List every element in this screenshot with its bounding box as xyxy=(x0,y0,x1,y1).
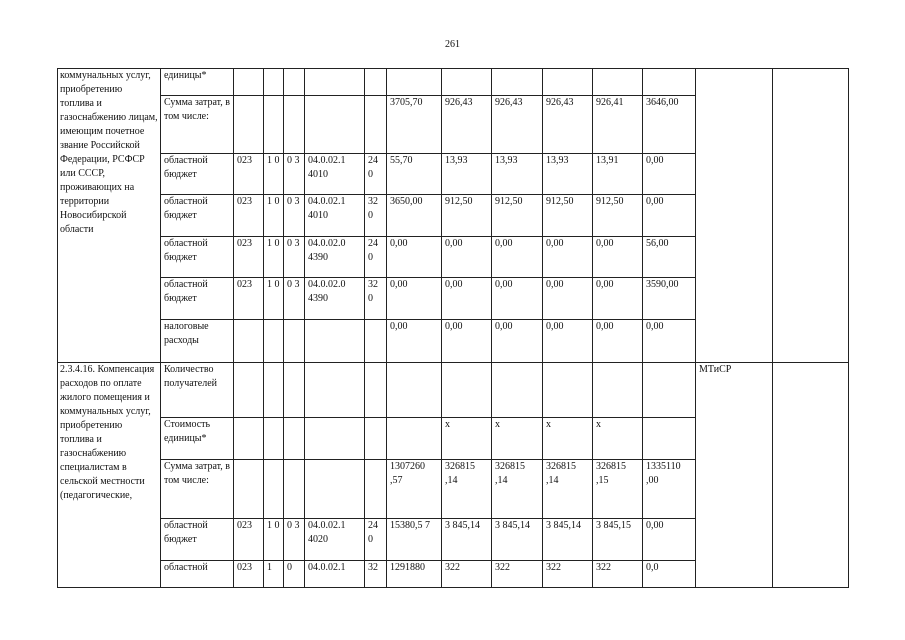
year5-cell: 1335110 ,00 xyxy=(643,460,696,519)
grbs-cell: 023 xyxy=(234,278,264,320)
total-cell xyxy=(387,69,442,96)
row-label: налоговые расходы xyxy=(161,320,234,363)
executor-cell: МТиСР xyxy=(696,363,773,588)
grbs-cell xyxy=(234,460,264,519)
grbs-cell xyxy=(234,320,264,363)
year4-cell: 0,00 xyxy=(593,237,643,278)
year5-cell xyxy=(643,418,696,460)
year3-cell: 0,00 xyxy=(543,278,593,320)
rz-cell xyxy=(264,96,284,154)
year1-cell: 322 xyxy=(442,561,492,588)
grbs-cell xyxy=(234,363,264,418)
row-label: областной бюджет xyxy=(161,154,234,195)
rz-cell xyxy=(264,363,284,418)
year2-cell: 912,50 xyxy=(492,195,543,237)
rz-cell xyxy=(264,418,284,460)
csr-cell xyxy=(305,320,365,363)
row-label: областной бюджет xyxy=(161,195,234,237)
year2-cell: 0,00 xyxy=(492,278,543,320)
year4-cell xyxy=(593,69,643,96)
year5-cell: 0,00 xyxy=(643,519,696,561)
total-cell xyxy=(387,418,442,460)
row-label: Количество получателей xyxy=(161,363,234,418)
row-label: Стоимость единицы* xyxy=(161,418,234,460)
row-label: Сумма затрат, в том числе: xyxy=(161,460,234,519)
total-cell: 3650,00 xyxy=(387,195,442,237)
page-number: 261 xyxy=(445,39,460,50)
executor-cell xyxy=(696,69,773,363)
year5-cell xyxy=(643,363,696,418)
year1-cell: 926,43 xyxy=(442,96,492,154)
year3-cell xyxy=(543,363,593,418)
year2-cell: 3 845,14 xyxy=(492,519,543,561)
year2-cell: 326815 ,14 xyxy=(492,460,543,519)
year4-cell xyxy=(593,363,643,418)
year1-cell: 326815 ,14 xyxy=(442,460,492,519)
notes-cell xyxy=(773,69,849,363)
csr-cell xyxy=(305,460,365,519)
prz-cell xyxy=(284,460,305,519)
total-cell: 1291880 xyxy=(387,561,442,588)
row-label: единицы* xyxy=(161,69,234,96)
vr-cell xyxy=(365,460,387,519)
year3-cell: 0,00 xyxy=(543,237,593,278)
csr-cell: 04.0.02.0 4390 xyxy=(305,237,365,278)
year1-cell: 3 845,14 xyxy=(442,519,492,561)
year4-cell: 13,91 xyxy=(593,154,643,195)
total-cell: 55,70 xyxy=(387,154,442,195)
year4-cell: 322 xyxy=(593,561,643,588)
rz-cell: 1 0 xyxy=(264,519,284,561)
year2-cell: 322 xyxy=(492,561,543,588)
year2-cell: 926,43 xyxy=(492,96,543,154)
row-label: областной бюджет xyxy=(161,237,234,278)
year3-cell: 326815 ,14 xyxy=(543,460,593,519)
year1-cell: 0,00 xyxy=(442,237,492,278)
rz-cell xyxy=(264,69,284,96)
vr-cell: 32 0 xyxy=(365,278,387,320)
csr-cell xyxy=(305,69,365,96)
prz-cell xyxy=(284,69,305,96)
table-row xyxy=(58,69,849,96)
year5-cell: 0,00 xyxy=(643,320,696,363)
year5-cell: 0,0 xyxy=(643,561,696,588)
year1-cell: x xyxy=(442,418,492,460)
year5-cell: 56,00 xyxy=(643,237,696,278)
rz-cell xyxy=(264,320,284,363)
vr-cell xyxy=(365,320,387,363)
prz-cell xyxy=(284,363,305,418)
total-cell: 3705,70 xyxy=(387,96,442,154)
year2-cell: 13,93 xyxy=(492,154,543,195)
year1-cell: 0,00 xyxy=(442,320,492,363)
row-label: областной бюджет xyxy=(161,278,234,320)
year5-cell: 0,00 xyxy=(643,195,696,237)
grbs-cell: 023 xyxy=(234,154,264,195)
year2-cell: x xyxy=(492,418,543,460)
prz-cell xyxy=(284,320,305,363)
year3-cell: 912,50 xyxy=(543,195,593,237)
vr-cell xyxy=(365,69,387,96)
vr-cell: 24 0 xyxy=(365,237,387,278)
year4-cell: x xyxy=(593,418,643,460)
rz-cell xyxy=(264,460,284,519)
year3-cell: 3 845,14 xyxy=(543,519,593,561)
grbs-cell: 023 xyxy=(234,195,264,237)
year5-cell xyxy=(643,69,696,96)
vr-cell xyxy=(365,96,387,154)
year4-cell: 3 845,15 xyxy=(593,519,643,561)
total-cell: 0,00 xyxy=(387,278,442,320)
year1-cell: 0,00 xyxy=(442,278,492,320)
csr-cell: 04.0.02.1 xyxy=(305,561,365,588)
year2-cell: 0,00 xyxy=(492,237,543,278)
year5-cell: 3646,00 xyxy=(643,96,696,154)
grbs-cell xyxy=(234,96,264,154)
csr-cell: 04.0.02.1 4010 xyxy=(305,154,365,195)
year3-cell: x xyxy=(543,418,593,460)
year3-cell: 13,93 xyxy=(543,154,593,195)
csr-cell: 04.0.02.0 4390 xyxy=(305,278,365,320)
total-cell: 0,00 xyxy=(387,320,442,363)
measure-description: коммунальных услуг, приобретению топлива и газоснабжению лицам, имеющим почетное звание Российской Федерации, РСФСР или СССР, проживающих на территории Новосибирской области xyxy=(58,69,161,363)
measure-description: 2.3.4.16. Компенсация расходов по оплате жилого помещения и коммунальных услуг, приобретению топлива и газоснабжению специалистам в сельской местности (педагогические, xyxy=(58,363,161,588)
vr-cell: 24 0 xyxy=(365,519,387,561)
year4-cell: 912,50 xyxy=(593,195,643,237)
prz-cell: 0 3 xyxy=(284,519,305,561)
vr-cell: 32 0 xyxy=(365,195,387,237)
prz-cell: 0 xyxy=(284,561,305,588)
year1-cell: 912,50 xyxy=(442,195,492,237)
csr-cell xyxy=(305,363,365,418)
grbs-cell: 023 xyxy=(234,237,264,278)
year4-cell: 0,00 xyxy=(593,320,643,363)
year3-cell: 0,00 xyxy=(543,320,593,363)
year4-cell: 326815 ,15 xyxy=(593,460,643,519)
rz-cell: 1 0 xyxy=(264,278,284,320)
table-row xyxy=(58,363,849,418)
budget-table xyxy=(57,68,849,588)
rz-cell: 1 0 xyxy=(264,195,284,237)
year4-cell: 926,41 xyxy=(593,96,643,154)
year5-cell: 0,00 xyxy=(643,154,696,195)
prz-cell: 0 3 xyxy=(284,278,305,320)
prz-cell: 0 3 xyxy=(284,154,305,195)
grbs-cell xyxy=(234,418,264,460)
year1-cell xyxy=(442,69,492,96)
year1-cell: 13,93 xyxy=(442,154,492,195)
rz-cell: 1 0 xyxy=(264,154,284,195)
vr-cell xyxy=(365,363,387,418)
csr-cell: 04.0.02.1 4020 xyxy=(305,519,365,561)
year4-cell: 0,00 xyxy=(593,278,643,320)
table-body xyxy=(58,69,849,588)
prz-cell xyxy=(284,96,305,154)
prz-cell: 0 3 xyxy=(284,195,305,237)
total-cell xyxy=(387,363,442,418)
grbs-cell xyxy=(234,69,264,96)
row-label: Сумма затрат, в том числе: xyxy=(161,96,234,154)
rz-cell: 1 xyxy=(264,561,284,588)
row-label: областной бюджет xyxy=(161,519,234,561)
year2-cell xyxy=(492,363,543,418)
prz-cell xyxy=(284,418,305,460)
vr-cell: 32 xyxy=(365,561,387,588)
grbs-cell: 023 xyxy=(234,561,264,588)
rz-cell: 1 0 xyxy=(264,237,284,278)
prz-cell: 0 3 xyxy=(284,237,305,278)
year2-cell xyxy=(492,69,543,96)
total-cell: 0,00 xyxy=(387,237,442,278)
year2-cell: 0,00 xyxy=(492,320,543,363)
year3-cell: 926,43 xyxy=(543,96,593,154)
grbs-cell: 023 xyxy=(234,519,264,561)
year3-cell xyxy=(543,69,593,96)
csr-cell xyxy=(305,96,365,154)
row-label: областной xyxy=(161,561,234,588)
csr-cell xyxy=(305,418,365,460)
notes-cell xyxy=(773,363,849,588)
vr-cell xyxy=(365,418,387,460)
year3-cell: 322 xyxy=(543,561,593,588)
total-cell: 15380,5 7 xyxy=(387,519,442,561)
vr-cell: 24 0 xyxy=(365,154,387,195)
total-cell: 1307260 ,57 xyxy=(387,460,442,519)
csr-cell: 04.0.02.1 4010 xyxy=(305,195,365,237)
year5-cell: 3590,00 xyxy=(643,278,696,320)
year1-cell xyxy=(442,363,492,418)
